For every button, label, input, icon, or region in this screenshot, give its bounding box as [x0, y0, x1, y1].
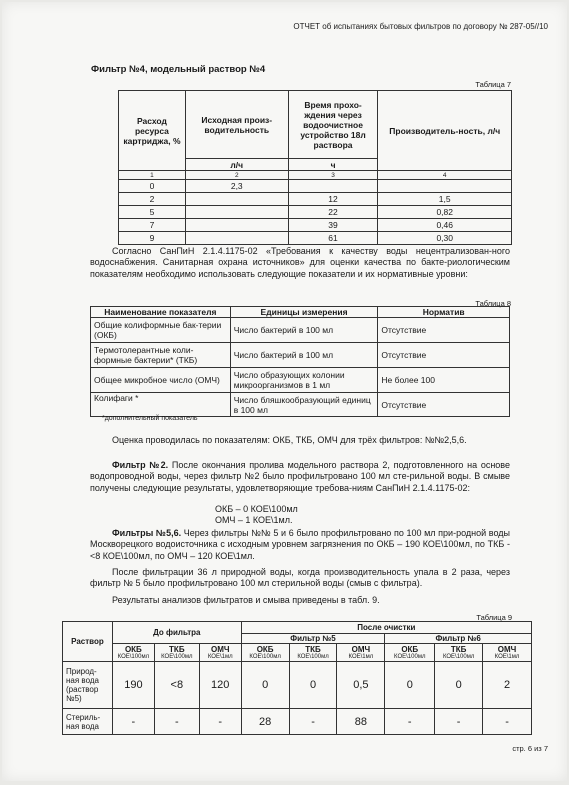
filters56-text: Через фильтры №№ 5 и 6 было профильтровано по 100 мл при-родной воды Москворецкого водоисточника с исходным уровнем загрязнения по ОКБ – 190 КОЕ\100мл, по ТКБ - <8 КОЕ\100мл, по ОМЧ – 120 КОЕ\1мл.: [90, 528, 510, 561]
t9-cell: -: [289, 709, 337, 735]
t9-row-label: Стериль-ная вода: [63, 709, 113, 735]
t7-colnum: 1: [119, 171, 186, 180]
t8-cell: Отсутствие: [378, 393, 510, 417]
t7-cell: 0,46: [378, 219, 512, 232]
col-unit: КОЕ\100мл: [394, 654, 426, 660]
col-name: ТКБ: [169, 645, 185, 654]
t9-header-param: Раствор: [63, 622, 113, 662]
filter2-text: После окончания пролива модельного раствора 2, подготовленного на основе водопроводной воды, через фильтр №2 было профильтровано 100 мл сте-рильной воды. В смыве получены следующие результаты, удовлетворяющие требова-ниям СанПиН 2.1.4.1175-02:: [90, 460, 510, 493]
t7-cell: 1,5: [378, 193, 512, 206]
t8-cell: Общее микробное число (ОМЧ): [91, 368, 231, 393]
col-name: ОКБ: [401, 645, 419, 654]
col-name: ОМЧ: [210, 645, 230, 654]
col-name: ТКБ: [305, 645, 321, 654]
table-row: [119, 206, 512, 219]
t9-cell: 0,5: [337, 662, 385, 709]
page-number: стр. 6 из 7: [512, 744, 548, 753]
table-9: [62, 621, 532, 735]
paragraph-filter2: [90, 460, 510, 494]
t9-col-header: [435, 644, 483, 662]
table8-caption: Таблица 8: [475, 299, 511, 308]
t9-col-header: [154, 644, 199, 662]
t8-cell: Число образующих колонии микроорганизмов в 1 мл: [230, 368, 378, 393]
col-unit: КОЕ\1мл: [207, 654, 233, 660]
t8-cell: Колифаги *: [91, 393, 231, 417]
t9-cell: -: [112, 709, 154, 735]
table8-footnote: *дополнительный показатель: [102, 415, 198, 422]
t8-cell: Отсутствие: [378, 318, 510, 343]
t7-colnum: 2: [185, 171, 288, 180]
paragraph-filtration: После фильтрации 36 л природной воды, когда производительность упала в 2 раза, через фильтр № 5 было профильтровано 100 мл стерильной воды (смыв с фильтра).: [90, 567, 510, 589]
section-title: Фильтр №4, модельный раствор №4: [91, 64, 266, 75]
t9-row-label: Природ-ная вода (раствор №5): [63, 662, 113, 709]
col-unit: КОЕ\1мл: [348, 654, 374, 660]
col-unit: КОЕ\100мл: [297, 654, 329, 660]
t9-col-header: [199, 644, 241, 662]
table-row: [63, 709, 532, 735]
t9-cell: -: [199, 709, 241, 735]
t8-header-norm: Норматив: [378, 307, 510, 318]
col-name: ОКБ: [124, 645, 142, 654]
t7-cell: [185, 206, 288, 219]
col-unit: КОЕ\100мл: [442, 654, 475, 660]
report-header: ОТЧЕТ об испытаниях бытовых фильтров по договору № 287-05//10: [293, 22, 548, 31]
formula-omch: ОМЧ – 1 КОЕ\1мл.: [215, 515, 293, 525]
t9-cell: 0: [435, 662, 483, 709]
t9-header-filter5: Фильтр №5: [241, 634, 385, 644]
t9-cell: -: [385, 709, 435, 735]
paragraph-results: Результаты анализов фильтратов и смыва приведены в табл. 9.: [112, 595, 380, 605]
t7-header-resource: Расход ресурса картриджа, %: [119, 91, 186, 171]
t7-cell: [185, 232, 288, 245]
table-row: [119, 180, 512, 193]
paragraph-evaluation: Оценка проводилась по показателям: ОКБ, ТКБ, ОМЧ для трёх фильтров: №№2,5,6.: [112, 435, 467, 445]
t7-header-initial: Исходная произ-водительность: [185, 91, 288, 159]
t7-unit-lh: л/ч: [185, 159, 288, 171]
col-unit: КОЕ\100мл: [117, 654, 150, 660]
t7-cell: [378, 180, 512, 193]
table-row: [91, 393, 510, 417]
paragraph-filters56: [90, 528, 510, 562]
t8-cell: Число бляшкообразующий единиц в 100 мл: [230, 393, 378, 417]
table-row: [91, 368, 510, 393]
t8-header-units: Единицы измерения: [230, 307, 378, 318]
t9-header-before: До фильтра: [112, 622, 241, 644]
col-unit: КОЕ\100мл: [249, 654, 281, 660]
t7-cell: [185, 219, 288, 232]
t7-cell: [288, 180, 378, 193]
table-row: [91, 343, 510, 368]
t7-colnum: 3: [288, 171, 378, 180]
t9-cell: -: [154, 709, 199, 735]
t8-header-name: Наименование показателя: [91, 307, 231, 318]
t8-cell: Не более 100: [378, 368, 510, 393]
table-row: [63, 662, 532, 709]
t8-cell: Термотолерантные коли-формные бактерии* (ТКБ): [91, 343, 231, 368]
table-row: [119, 193, 512, 206]
t9-cell: 0: [385, 662, 435, 709]
t7-cell: 0: [119, 180, 186, 193]
t9-header-after: После очистки: [241, 622, 531, 634]
t7-cell: 2: [119, 193, 186, 206]
t9-cell: 28: [241, 709, 289, 735]
t9-cell: 88: [337, 709, 385, 735]
t8-cell: Число бактерий в 100 мл: [230, 318, 378, 343]
t7-colnum: 4: [378, 171, 512, 180]
document-page: [2, 2, 567, 781]
col-name: ОМЧ: [497, 645, 517, 654]
table-7: [118, 90, 512, 245]
t7-cell: 7: [119, 219, 186, 232]
table-row: [119, 232, 512, 245]
col-name: ОКБ: [256, 645, 274, 654]
col-name: ТКБ: [450, 645, 467, 654]
col-unit: КОЕ\100мл: [161, 654, 193, 660]
t9-cell: 190: [112, 662, 154, 709]
col-unit: КОЕ\1мл: [494, 654, 520, 660]
t9-col-header: [337, 644, 385, 662]
t9-col-header: [112, 644, 154, 662]
filters56-label: Фильтры №5,6.: [112, 528, 182, 538]
t8-cell: Отсутствие: [378, 343, 510, 368]
t9-col-header: [289, 644, 337, 662]
t7-cell: 0,82: [378, 206, 512, 219]
t9-cell: -: [483, 709, 532, 735]
t9-header-filter6: Фильтр №6: [385, 634, 532, 644]
table-row: [119, 219, 512, 232]
t7-header-time: Время прохо-ждения через водоочистное устройство 18л раствора: [288, 91, 378, 159]
t9-cell: 120: [199, 662, 241, 709]
t9-cell: 0: [241, 662, 289, 709]
t7-cell: 9: [119, 232, 186, 245]
t7-header-productivity: Производитель-ность, л/ч: [378, 91, 512, 171]
t7-cell: [185, 193, 288, 206]
t9-col-header: [483, 644, 532, 662]
t7-cell: 12: [288, 193, 378, 206]
t9-cell: <8: [154, 662, 199, 709]
table7-caption: Таблица 7: [475, 80, 511, 89]
filter2-label: Фильтр №2.: [112, 460, 169, 470]
col-name: ОМЧ: [351, 645, 371, 654]
t8-cell: Число бактерий в 100 мл: [230, 343, 378, 368]
t7-cell: 61: [288, 232, 378, 245]
t9-cell: -: [435, 709, 483, 735]
table-8: [90, 306, 510, 417]
table9-caption: Таблица 9: [476, 613, 512, 622]
t7-unit-h: ч: [288, 159, 378, 171]
t7-cell: 5: [119, 206, 186, 219]
t7-cell: 22: [288, 206, 378, 219]
t9-col-header: [241, 644, 289, 662]
t7-cell: 39: [288, 219, 378, 232]
t8-cell: Общие колиформные бак-терии (ОКБ): [91, 318, 231, 343]
t7-cell: 0,30: [378, 232, 512, 245]
t9-col-header: [385, 644, 435, 662]
t9-cell: 2: [483, 662, 532, 709]
table-row: [91, 318, 510, 343]
paragraph-sanpin: Согласно СанПиН 2.1.4.1175-02 «Требования к качеству воды нецентрализован-ного водоснабжения. Санитарная охрана источников» для оценки качества по бакте-риологическим показателям необходимо использовать следующие показатели и их нормативные уровни:: [90, 246, 510, 279]
formula-okb: ОКБ – 0 КОЕ\100мл: [215, 504, 298, 514]
t9-cell: 0: [289, 662, 337, 709]
t7-cell: 2,3: [185, 180, 288, 193]
